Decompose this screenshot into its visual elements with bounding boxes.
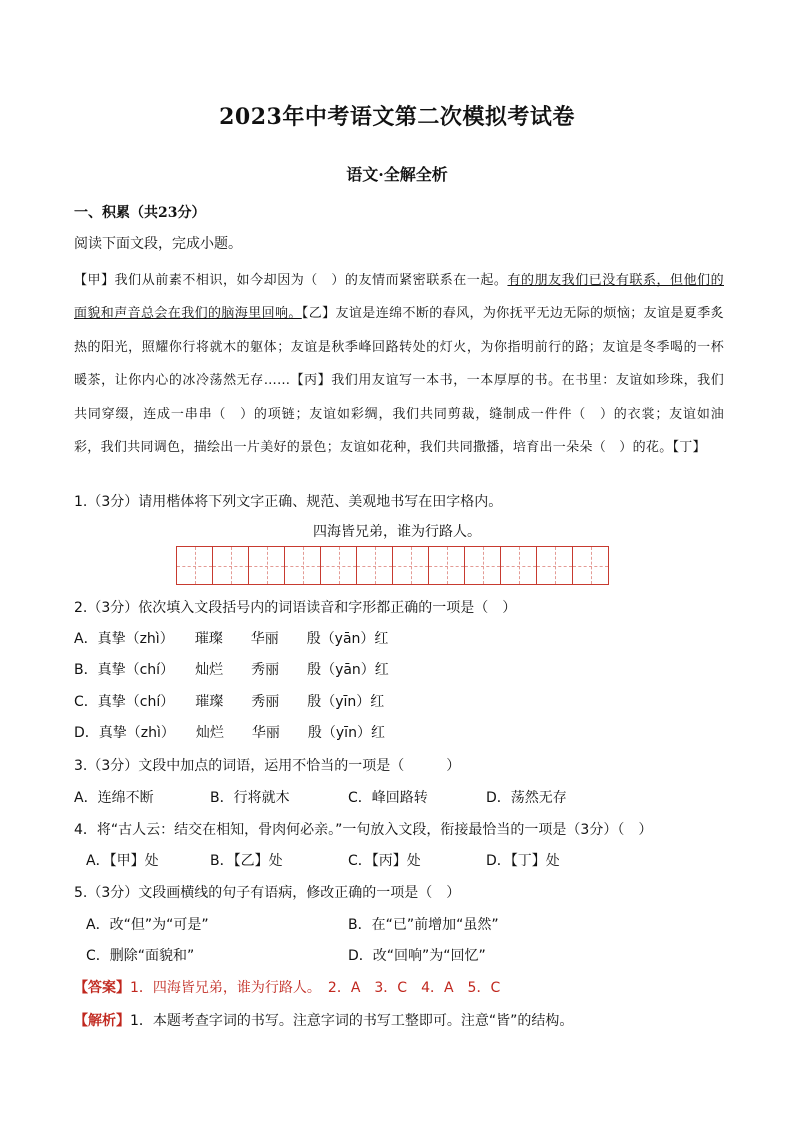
underlined-sentence: 有的朋友我们已没有联系，但他们的面貌和声音总会在我们的脑海里回响。 — [74, 273, 724, 322]
q2-option-c: C．真挚（chí） 璀璨 秀丽 殷（yīn）红 — [74, 694, 385, 710]
q4-option-c: C．【丙】处 — [348, 853, 421, 869]
grid-cell[interactable] — [213, 547, 249, 584]
answer-label: 【答案】 — [74, 980, 130, 996]
grid-cell[interactable] — [249, 547, 285, 584]
grid-cell[interactable] — [177, 547, 213, 584]
analysis-line — [74, 1010, 573, 1030]
q4-option-d: D．【丁】处 — [486, 853, 560, 869]
q5-option-c: C．删除“面貌和” — [86, 948, 195, 964]
passage-part-2: 【乙】友谊是连绵不断的春风，为你抚平无边无际的烦恼；友谊是夏季炙热的阳光，照耀你行将就木的躯体；友谊是秋季峰回路转处的灯火，为你指明前行的路；友谊是冬季喝的一杯暖茶，让你内心的冰冷荡然无存……【丙】我们用友谊写一本书，一本厚厚的书。在书里：友谊如珍珠，我们共同穿缀，连成一串串（ ）的项链；友谊如彩绸，我们共同剪裁，缝制成一件件（ ）的衣裳；友谊如油彩，我们共同调色，描绘出一片美好的景色；友谊如花种，我们共同撒播，培育出一朵朵（ ）的花。【丁】 — [74, 306, 724, 456]
q4-option-b: B．【乙】处 — [210, 853, 283, 869]
q5-option-a: A．改“但”为“可是” — [86, 917, 209, 933]
question-3: 3.（3分）文段中加点的词语，运用不恰当的一项是（ ） — [74, 758, 461, 774]
grid-cell[interactable] — [465, 547, 501, 584]
grid-cell[interactable] — [429, 547, 465, 584]
answer-text: 1．四海皆兄弟，谁为行路人。 2．A 3．C 4．A 5．C — [130, 980, 501, 996]
question-1: 1.（3分）请用楷体将下列文字正确、规范、美观地书写在田字格内。 — [74, 494, 503, 510]
question-4: 4．将“古人云：结交在相知，骨肉何必亲。”一句放入文段，衔接最恰当的一项是（3分）（ ） — [74, 822, 653, 838]
grid-cell[interactable] — [501, 547, 537, 584]
q2-option-d: D．真挚（zhì） 灿烂 华丽 殷（yīn）红 — [74, 725, 385, 741]
copy-text: 四海皆兄弟，谁为行路人。 — [313, 524, 481, 540]
grid-cell[interactable] — [357, 547, 393, 584]
grid-cell[interactable] — [573, 547, 608, 584]
grid-cell[interactable] — [285, 547, 321, 584]
q3-option-a: A．连绵不断 — [74, 790, 154, 806]
section-heading: 一、积累（共23分） — [74, 205, 206, 221]
grid-cell[interactable] — [537, 547, 573, 584]
reading-passage — [74, 264, 724, 464]
grid-cell[interactable] — [321, 547, 357, 584]
grid-cell[interactable] — [393, 547, 429, 584]
q5-option-d: D．改“回响”为“回忆” — [348, 948, 486, 964]
q4-option-a: A．【甲】处 — [86, 853, 159, 869]
q3-option-b: B．行将就木 — [210, 790, 290, 806]
q2-option-b: B．真挚（chí） 灿烂 秀丽 殷（yān）红 — [74, 662, 389, 678]
answer-line — [74, 977, 500, 997]
analysis-label: 【解析】 — [74, 1013, 130, 1029]
q3-option-d: D．荡然无存 — [486, 790, 567, 806]
analysis-text: 1．本题考查字词的书写。注意字词的书写工整即可。注意“皆”的结构。 — [130, 1013, 574, 1029]
q5-option-b: B．在“已”前增加“虽然” — [348, 917, 499, 933]
q3-option-c: C．峰回路转 — [348, 790, 428, 806]
reading-instruction: 阅读下面文段，完成小题。 — [74, 236, 242, 252]
question-2: 2.（3分）依次填入文段括号内的词语读音和字形都正确的一项是（ ） — [74, 600, 517, 616]
tianzige-grid — [176, 546, 609, 585]
passage-part-1: 【甲】我们从前素不相识，如今却因为（ ）的友情而紧密联系在一起。 — [74, 273, 508, 288]
question-5: 5.（3分）文段画横线的句子有语病，修改正确的一项是（ ） — [74, 885, 461, 901]
q2-option-a: A．真挚（zhì） 璀璨 华丽 殷（yān）红 — [74, 631, 389, 647]
page-subtitle: 语文·全解全析 — [346, 165, 448, 184]
page-title: 2023年中考语文第二次模拟考试卷 — [219, 104, 575, 130]
